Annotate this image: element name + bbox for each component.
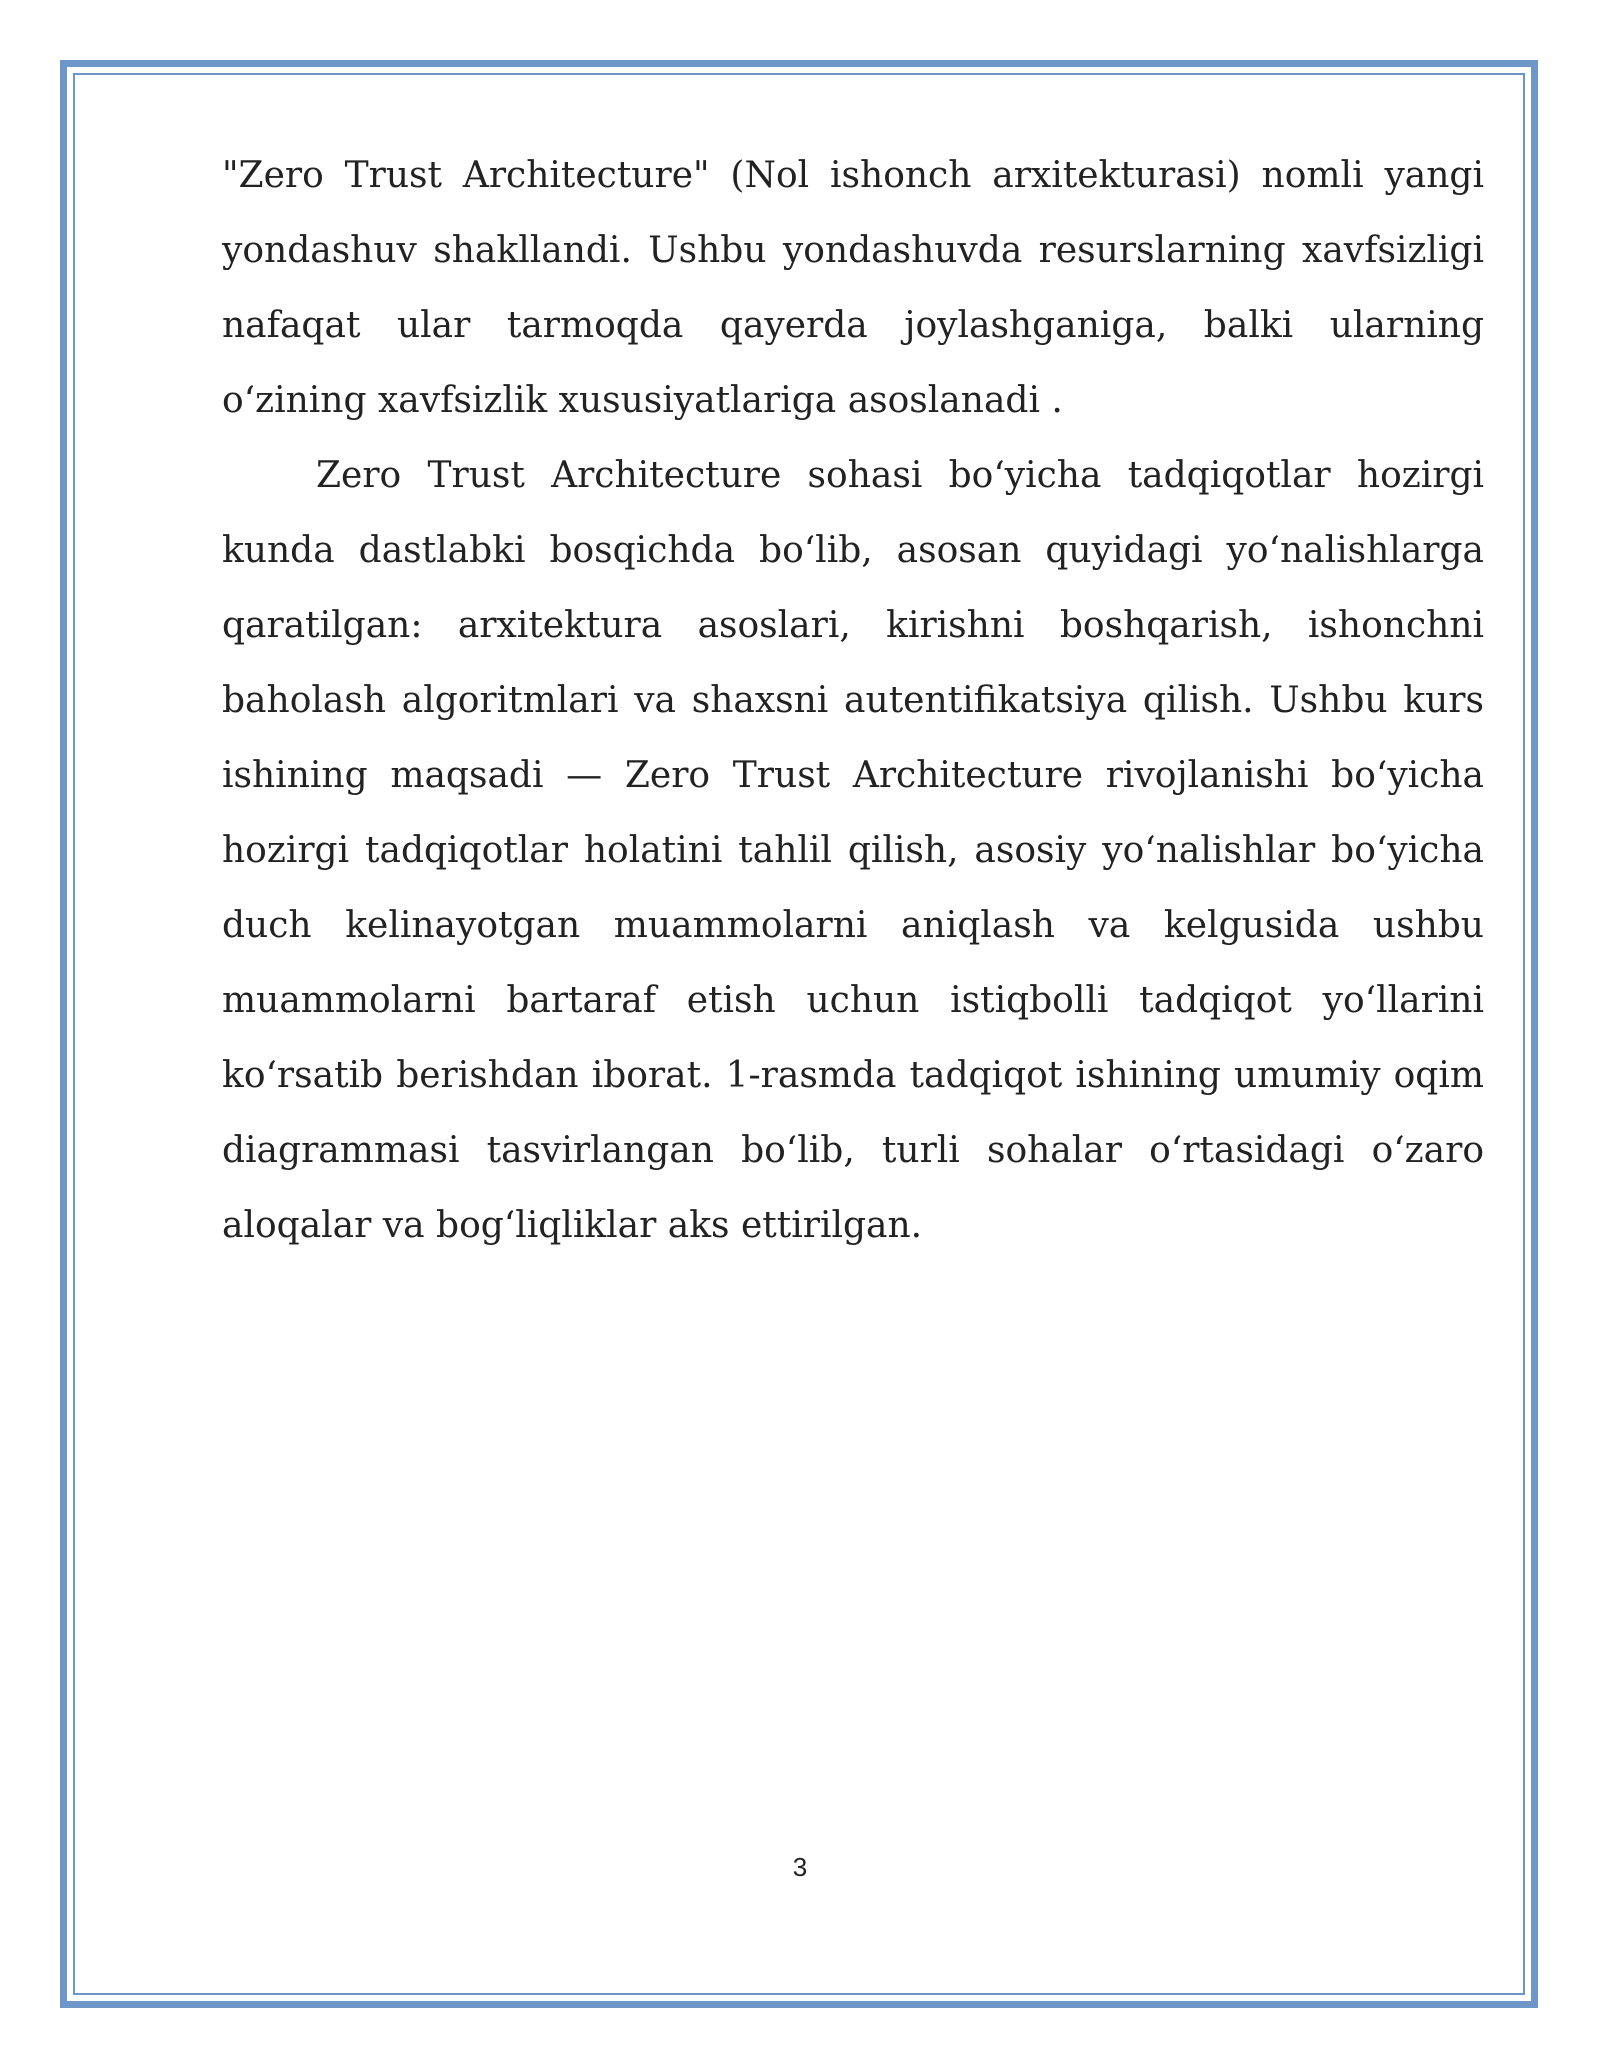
document-body [222, 138, 1484, 1263]
paragraph-2: Zero Trust Architecture sohasi bo‘yicha tadqiqotlar hozirgi kunda dastlabki bosqichda bo‘lib, asosan quyidagi yo‘nalishlarga qaratilgan: arxitektura asoslari, kirishni boshqarish, ishonchni baholash algoritmlari va shaxsni autentifikatsiya qilish. Ushbu kurs ishining maqsadi — Zero Trust Architecture rivojlanishi bo‘yicha hozirgi tadqiqotlar holatini tahlil qilish, asosiy yo‘nalishlar bo‘yicha duch kelinayotgan muammolarni aniqlash va kelgusida ushbu muammolarni bartaraf etish uchun istiqbolli tadqiqot yo‘llarini ko‘rsatib berishdan iborat. 1-rasmda tadqiqot ishining umumiy oqim diagrammasi tasvirlangan bo‘lib, turli sohalar o‘rtasidagi o‘zaro aloqalar va bog‘liqliklar aks ettirilgan. [222, 455, 1484, 1246]
paragraph-1: "Zero Trust Architecture" (Nol ishonch arxitekturasi) nomli yangi yondashuv shakllandi. Ushbu yondashuvda resurslarning xavfsizligi nafaqat ular tarmoqda qayerda joylashganiga, balki ularning o‘zining xavfsizlik xususiyatlariga asoslanadi . [222, 155, 1484, 421]
page-number: 3 [792, 1852, 808, 1882]
